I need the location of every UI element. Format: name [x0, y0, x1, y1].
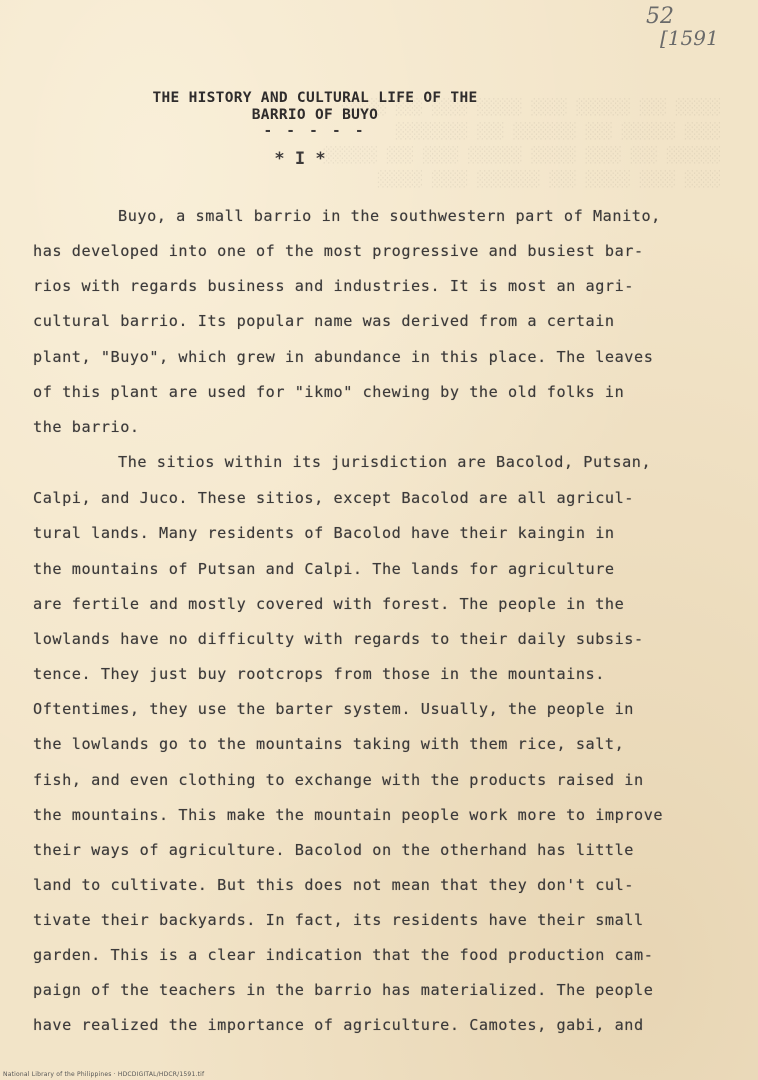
- text-line: the lowlands go to the mountains taking with them rice, salt,: [33, 735, 625, 753]
- text-line: rios with regards business and industries. It is most an agri-: [33, 277, 635, 295]
- text-line: cultural barrio. Its popular name was derived from a certain: [33, 312, 615, 330]
- text-line: the barrio.: [33, 418, 140, 436]
- text-line: garden. This is a clear indication that the food production cam-: [33, 946, 654, 964]
- text-line: are fertile and mostly covered with forest. The people in the: [33, 595, 625, 613]
- text-line: Buyo, a small barrio in the southwestern part of Manito,: [118, 207, 661, 225]
- text-line: fish, and even clothing to exchange with the products raised in: [33, 771, 644, 789]
- text-line: the mountains. This make the mountain people work more to improve: [33, 806, 664, 824]
- document-title-line-1: THE HISTORY AND CULTURAL LIFE OF THE: [152, 90, 478, 106]
- text-line: the mountains of Putsan and Calpi. The lands for agriculture: [33, 560, 615, 578]
- text-line: of this plant are used for "ikmo" chewing by the old folks in: [33, 383, 625, 401]
- text-line: The sitios within its jurisdiction are Bacolod, Putsan,: [118, 453, 652, 471]
- title-separator: - - - - -: [263, 123, 367, 139]
- text-line: tence. They just buy rootcrops from those in the mountains.: [33, 665, 605, 683]
- text-line: lowlands have no difficulty with regards to their daily subsis-: [33, 630, 644, 648]
- section-heading: * I *: [274, 149, 326, 169]
- text-line: has developed into one of the most progressive and busiest bar-: [33, 242, 644, 260]
- text-line: land to cultivate. But this does not mean that they don't cul-: [33, 876, 635, 894]
- scan-footer: National Library of the Philippines · HDCDIGITAL/HDCR/1591.tif: [3, 1071, 205, 1078]
- text-line: Calpi, and Juco. These sitios, except Bacolod are all agricul-: [33, 489, 635, 507]
- bleed-through-texture: ░░░░░ ░░░ ░░░░░░ ░░░░ ░░░░░ ░░░░ ░░░ ░░░░░ ░░░░ ░░░░░░ ░░░ ░░░░░░░ ░░░ ░░░░░░░░ ░░░░░░ ░░░ ░░░░ ░░░░░ ░░░░░░ ░░░░ ░░░ ░░░░░░ ░░░░ ░░░░ ░░░░░ ░░░ ░░░░░░░ ░░░░ ░░░░░: [322, 98, 720, 188]
- text-line: have realized the importance of agriculture. Camotes, gabi, and: [33, 1016, 644, 1034]
- page-number-annotation: 52: [646, 4, 674, 29]
- catalog-number-annotation: [1591: [660, 26, 719, 50]
- text-line: tural lands. Many residents of Bacolod have their kaingin in: [33, 524, 615, 542]
- text-line: tivate their backyards. In fact, its residents have their small: [33, 911, 644, 929]
- text-line: paign of the teachers in the barrio has materialized. The people: [33, 981, 654, 999]
- document-title-line-2: BARRIO OF BUYO: [251, 107, 379, 123]
- text-line: plant, "Buyo", which grew in abundance in this place. The leaves: [33, 348, 654, 366]
- text-line: Oftentimes, they use the barter system. Usually, the people in: [33, 700, 635, 718]
- text-line: their ways of agriculture. Bacolod on the otherhand has little: [33, 841, 635, 859]
